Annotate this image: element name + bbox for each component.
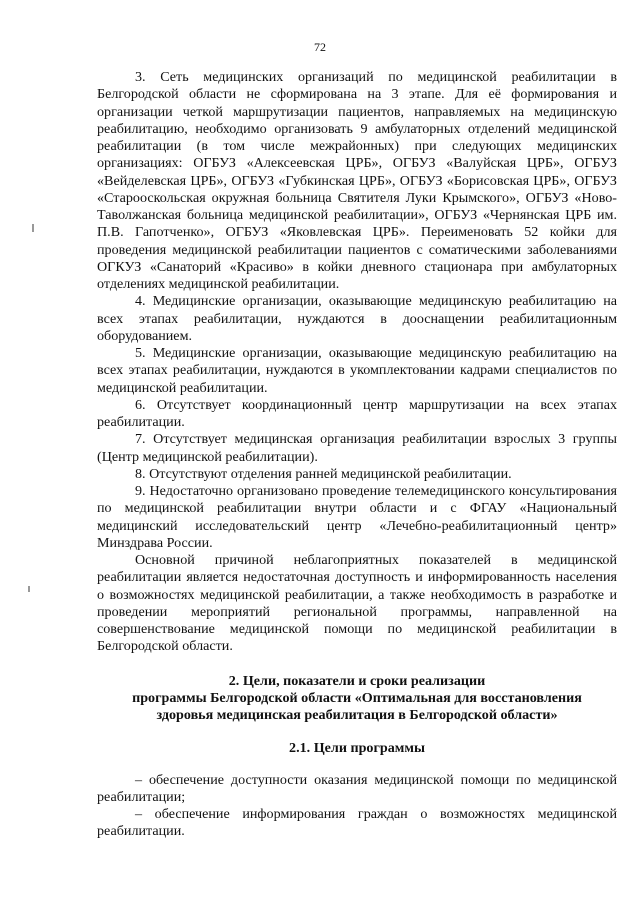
subsection-heading: 2.1. Цели программы bbox=[289, 740, 425, 757]
margin-mark bbox=[28, 586, 30, 592]
paragraph: 8. Отсутствуют отделения ранней медицинской реабилитации. bbox=[135, 465, 512, 482]
goal-item: – обеспечение информирования граждан о возможностях медицинской реабилитации. bbox=[97, 806, 617, 840]
margin-mark bbox=[32, 224, 34, 232]
paragraph: 4. Медицинские организации, оказывающие медицинскую реабилитацию на всех этапах реабилитации, нуждаются в дооснащении реабилитационным оборудованием. bbox=[97, 293, 617, 344]
section-heading-line: программы Белгородской области «Оптимальная для восстановления bbox=[132, 689, 582, 706]
section-heading bbox=[97, 673, 617, 725]
paragraph: 7. Отсутствует медицинская организация реабилитации взрослых 3 группы (Центр медицинской реабилитации). bbox=[97, 431, 617, 465]
paragraph: 5. Медицинские организации, оказывающие медицинскую реабилитацию на всех этапах реабилитации, нуждаются в укомплектовании кадрами специалистов по медицинской реабилитации. bbox=[97, 345, 617, 396]
paragraph: Основной причиной неблагоприятных показателей в медицинской реабилитации является недостаточная доступность и информированность населения о возможностях медицинской реабилитации, а также необходимость в разработке и проведении мероприятий региональной программы, направленной на совершенствование медицинской помощи по медицинской реабилитации в Белгородской области. bbox=[97, 552, 617, 655]
paragraph: 6. Отсутствует координационный центр маршрутизации на всех этапах реабилитации. bbox=[97, 396, 617, 430]
paragraph: 3. Сеть медицинских организаций по медицинской реабилитации в Белгородской области не сформирована на 3 этапе. Для её формирования и организации четкой маршрутизации пациентов, направляемых на медицинскую реабилитацию, необходимо организовать 9 амбулаторных отделений медицинской реабилитации (в том числе межрайонных) при следующих медицинских организациях: ОГБУЗ «Алексеевская ЦРБ», ОГБУЗ «Валуйская ЦРБ», ОГБУЗ «Вейделевская ЦРБ», ОГБУЗ «Губкинская ЦРБ», ОГБУЗ «Борисовская ЦРБ», ОГБУЗ «Старооскольская окружная больница Святителя Луки Крымского», ОГБУЗ «Ново-Таволжанская больница медицинской реабилитации», ОГБУЗ «Чернянская ЦРБ им. П.В. Гапотченко», ОГБУЗ «Яковлевская ЦРБ». Переименовать 52 койки для проведения медицинской реабилитации пациентов с соматическими заболеваниями ОГКУЗ «Санаторий «Красиво» в койки дневного стационара при амбулаторных отделениях медицинской реабилитации. bbox=[97, 69, 617, 292]
section-heading-line: здоровья медицинская реабилитация в Белгородской области» bbox=[156, 707, 558, 723]
goal-item: – обеспечение доступности оказания медицинской помощи по медицинской реабилитации; bbox=[97, 771, 617, 805]
page-number: 72 bbox=[314, 40, 326, 54]
document-body bbox=[97, 69, 617, 841]
paragraph: 9. Недостаточно организовано проведение телемедицинского консультирования по медицинской реабилитации внутри области и с ФГАУ «Национальный медицинский исследовательский центр «Лечебно-реабилитационный центр» Минздрава России. bbox=[97, 483, 617, 551]
section-heading-line: 2. Цели, показатели и сроки реализации bbox=[228, 672, 486, 689]
